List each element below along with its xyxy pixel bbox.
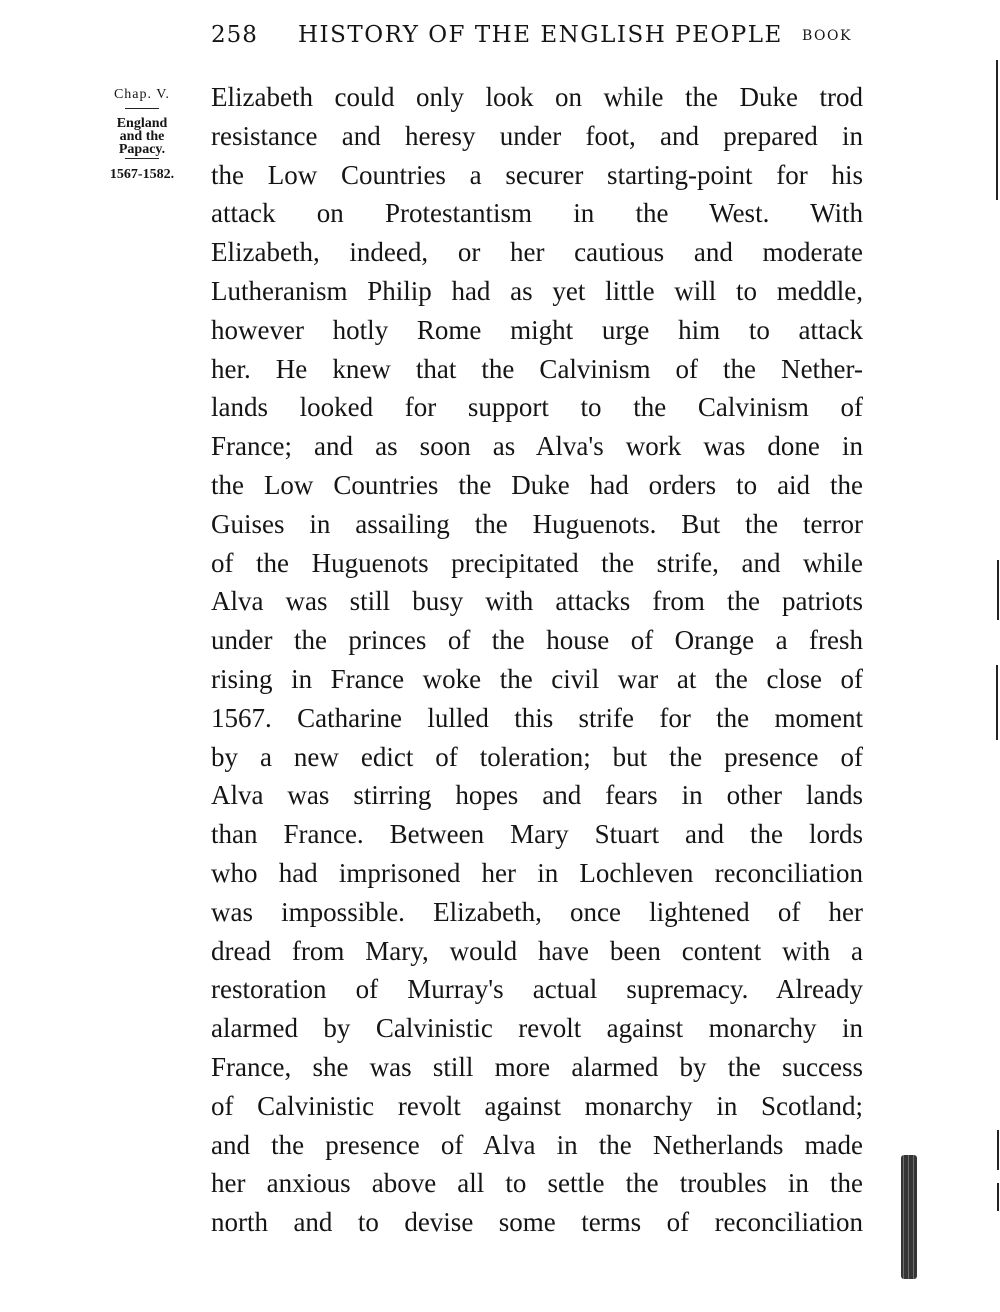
scan-edge-mark: [997, 560, 999, 620]
text-line: under the princes of the house of Orange a fresh: [211, 625, 863, 656]
text-line: dread from Mary, would have been content with a: [211, 935, 863, 966]
scan-edge-mark: [996, 60, 998, 200]
body-text: [211, 78, 863, 1242]
text-line: France, she was still more alarmed by the success: [211, 1051, 863, 1082]
margin-notes: [96, 84, 188, 186]
text-line: Alva was still busy with attacks from the patriots: [211, 586, 863, 617]
scan-edge-mark: [997, 1130, 999, 1170]
text-line: her anxious above all to settle the troubles in the: [211, 1168, 863, 1199]
margin-topic: [96, 117, 188, 156]
text-line: Alva was stirring hopes and fears in other lands: [211, 780, 863, 811]
text-line: her. He knew that the Calvinism of the Nether-: [211, 353, 863, 384]
margin-dates: 1567-1582.: [109, 167, 175, 182]
text-line: attack on Protestantism in the West. With: [211, 198, 863, 229]
text-line: the Low Countries a securer starting-point for his: [211, 159, 863, 190]
page-number: 258: [211, 22, 258, 48]
chapter-label: Chap. V.: [113, 87, 171, 102]
text-line: Guises in assailing the Huguenots. But the terror: [211, 508, 863, 539]
text-line: restoration of Murray's actual supremacy. Already: [211, 974, 863, 1005]
margin-topic-line: and the: [119, 129, 165, 144]
text-line: north and to devise some terms of reconciliation: [211, 1207, 863, 1238]
text-line: of Calvinistic revolt against monarchy in Scotland;: [211, 1090, 863, 1121]
text-line: of the Huguenots precipitated the strife, and while: [211, 547, 863, 578]
margin-topic-line: Papacy.: [118, 142, 166, 157]
text-line: lands looked for support to the Calvinism of: [211, 392, 863, 423]
scan-edge-mark: [997, 1183, 999, 1211]
text-line: by a new edict of toleration; but the presence of: [211, 741, 863, 772]
text-line: was impossible. Elizabeth, once lightened of her: [211, 896, 863, 927]
scan-smudge: [901, 1155, 917, 1279]
text-line: Elizabeth, indeed, or her cautious and moderate: [211, 237, 863, 268]
margin-divider: [125, 108, 159, 109]
text-line: and the presence of Alva in the Netherlands made: [211, 1129, 863, 1160]
text-line: however hotly Rome might urge him to attack: [211, 314, 863, 345]
text-line: rising in France woke the civil war at the close of: [211, 663, 863, 694]
text-line: Elizabeth could only look on while the Duke trod: [211, 82, 863, 112]
text-line: resistance and heresy under foot, and prepared in: [211, 120, 863, 151]
margin-topic-line: England: [116, 116, 168, 131]
margin-divider: [125, 158, 159, 159]
book-label: BOOK: [802, 28, 852, 44]
text-line: who had imprisoned her in Lochleven reconciliation: [211, 857, 863, 888]
text-line: the Low Countries the Duke had orders to aid the: [211, 469, 863, 500]
running-title: HISTORY OF THE ENGLISH PEOPLE: [298, 22, 783, 48]
text-line: than France. Between Mary Stuart and the lords: [211, 819, 863, 850]
page-header: [0, 10, 1000, 54]
scan-edge-mark: [996, 665, 998, 740]
text-line: 1567. Catharine lulled this strife for the moment: [211, 702, 863, 733]
text-line: alarmed by Calvinistic revolt against monarchy in: [211, 1013, 863, 1044]
text-line: France; and as soon as Alva's work was done in: [211, 431, 863, 462]
text-line: Lutheranism Philip had as yet little will to meddle,: [211, 275, 863, 306]
